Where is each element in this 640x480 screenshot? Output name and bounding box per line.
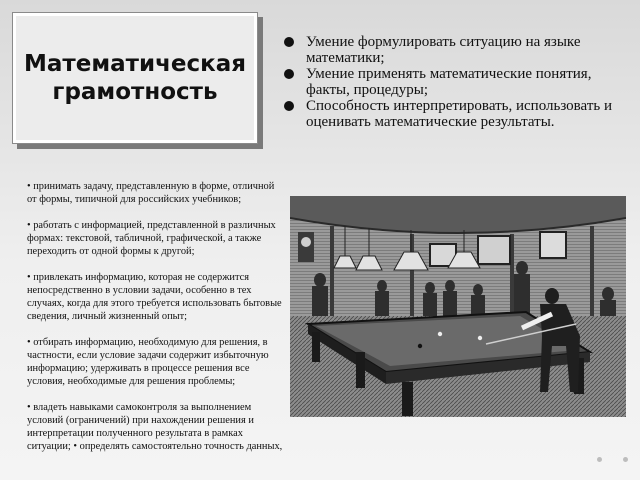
ability-paragraph: • работать с информацией, представленной в различных формах: текстовой, табличной, графической, а также переходить от одной формы к другой; xyxy=(27,220,276,257)
skill-item xyxy=(284,66,624,98)
slide-title: Математическая грамотность xyxy=(23,51,247,105)
abilities-text xyxy=(27,180,285,466)
engraving-illustration xyxy=(290,196,626,417)
ability-paragraph: • владеть навыками самоконтроля за выполнением условий (ограничений) при нахождении решения и интерпретации полученного результата в рамках ситуации; • определять самостоятельно точность данных, xyxy=(27,402,283,452)
bullet-icon xyxy=(284,69,294,79)
corner-dot-icon xyxy=(597,457,602,462)
title-box xyxy=(12,12,258,144)
ability-paragraph: • принимать задачу, представленную в форме, отличной от формы, типичной для российских учебников; xyxy=(27,181,275,205)
ability-paragraph: • отбирать информацию, необходимую для решения, в частности, если условие задачи содержит избыточную информацию; удерживать в процессе решения все условия, необходимые для решения проблемы; xyxy=(27,337,269,387)
corner-dot-icon xyxy=(623,457,628,462)
billiards-engraving-image xyxy=(290,196,626,417)
skill-text: Умение формулировать ситуацию на языке математики; xyxy=(306,34,581,66)
skill-text: Способность интерпретировать, использовать и оценивать математические результаты. xyxy=(306,98,612,130)
ability-paragraph: • привлекать информацию, которая не содержится непосредственно в условии задачи, особенно в тех случаях, когда для этого требуется использовать бытовые сведения, личный жизненный опыт; xyxy=(27,272,282,322)
bullet-icon xyxy=(284,101,294,111)
skill-text: Умение применять математические понятия, факты, процедуры; xyxy=(306,66,592,98)
bullet-icon xyxy=(284,37,294,47)
skill-item xyxy=(284,34,624,66)
skills-list xyxy=(284,34,624,130)
skill-item xyxy=(284,98,624,130)
